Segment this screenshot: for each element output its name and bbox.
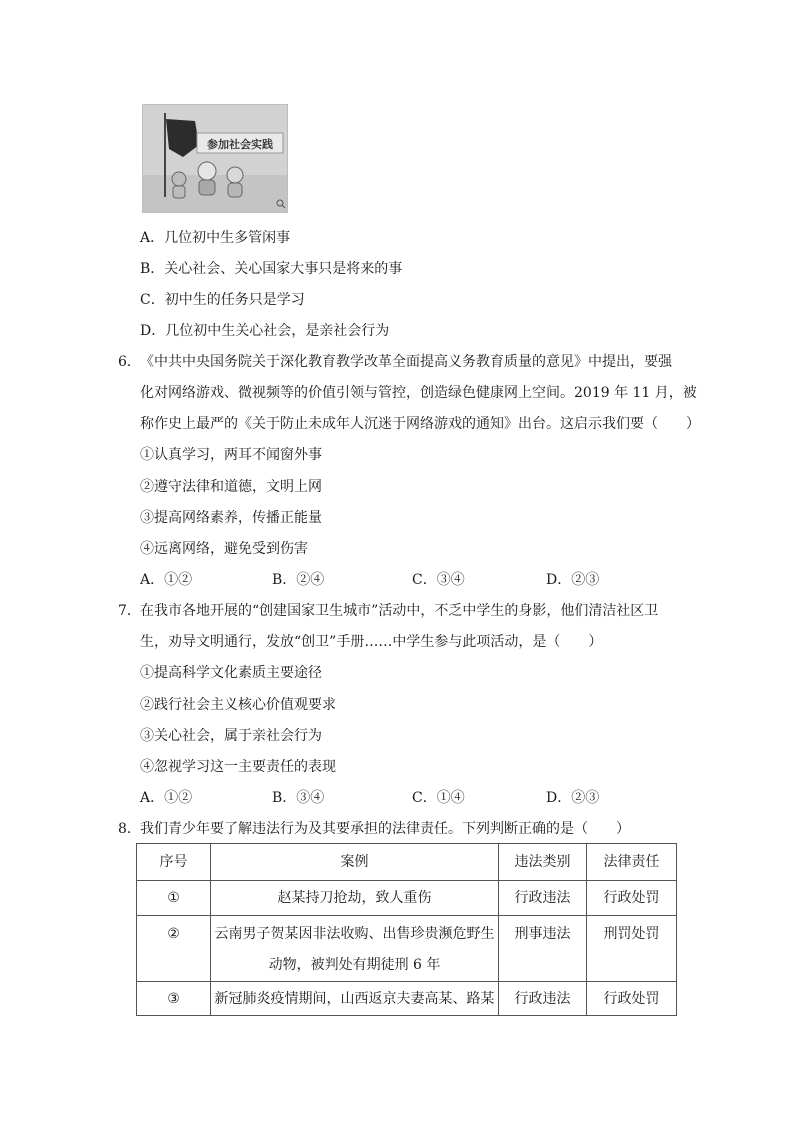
- table-row: [137, 916, 677, 982]
- row-legal-liability: 行政处罚: [587, 982, 677, 1016]
- q7-item-1: ①提高科学文化素质主要途径: [140, 665, 322, 681]
- q7-stem-line-1: 在我市各地开展的“创建国家卫生城市”活动中，不乏中学生的身影，他们清洁社区卫: [140, 603, 659, 619]
- q6-choice-d: D．②③: [546, 572, 600, 588]
- q7-choice-c: C．①④: [412, 790, 465, 806]
- table-row: [137, 881, 677, 916]
- q7-choice-a: A．①②: [140, 790, 193, 806]
- table-header-row: [137, 844, 677, 881]
- q8-stem: 我们青少年要了解违法行为及其要承担的法律责任。下列判断正确的是（ ）: [140, 821, 630, 837]
- q6-stem-line-1: 《中共中央国务院关于深化教育教学改革全面提高义务教育质量的意见》中提出，要强: [140, 354, 672, 370]
- row-case: [211, 916, 499, 982]
- row-case-line-1: 云南男子贺某因非法收购、出售珍贵濒危野生: [214, 926, 495, 942]
- q7-number: 7．: [118, 603, 141, 619]
- question-photo: [142, 104, 288, 213]
- row-legal-liability: 行政处罚: [587, 881, 677, 916]
- row-number: ①: [137, 881, 211, 916]
- banner-text: 参加社会实践: [207, 138, 273, 151]
- row-case-line-2: 动物，被判处有期徒刑 6 年: [268, 957, 441, 973]
- q5-option-b: B．关心社会、关心国家大事只是将来的事: [140, 261, 403, 277]
- q7-choice-d: D．②③: [546, 790, 600, 806]
- q8-number: 8．: [118, 821, 141, 837]
- q6-item-2: ②遵守法律和道德，文明上网: [140, 479, 322, 495]
- row-violation-type: 行政违法: [499, 881, 587, 916]
- header-legal-liability: 法律责任: [587, 844, 677, 881]
- q7-choice-b: B．③④: [272, 790, 325, 806]
- photo-illustration: [143, 105, 287, 212]
- row-legal-liability: 刑罚处罚: [587, 916, 677, 982]
- law-table: [136, 843, 677, 1016]
- row-case: 赵某持刀抢劫，致人重伤: [211, 881, 499, 916]
- q7-stem-line-2: 生，劝导文明通行，发放“创卫”手册……中学生参与此项活动，是（ ）: [140, 634, 603, 650]
- header-case: 案例: [211, 844, 499, 881]
- table-row: [137, 982, 677, 1016]
- row-number: ②: [137, 916, 211, 982]
- q7-item-2: ②践行社会主义核心价值观要求: [140, 697, 336, 713]
- row-case: 新冠肺炎疫情期间，山西返京夫妻高某、路某: [211, 982, 499, 1016]
- q6-item-1: ①认真学习，两耳不闻窗外事: [140, 447, 322, 463]
- q5-option-a: A．几位初中生多管闲事: [140, 230, 291, 246]
- row-violation-type: 刑事违法: [499, 916, 587, 982]
- q6-item-3: ③提高网络素养，传播正能量: [140, 510, 322, 526]
- header-number: 序号: [137, 844, 211, 881]
- q7-item-4: ④忽视学习这一主要责任的表现: [140, 759, 336, 775]
- q5-option-d: D．几位初中生关心社会，是亲社会行为: [140, 323, 390, 339]
- q6-stem-line-2: 化对网络游戏、微视频等的价值引领与管控，创造绿色健康网上空间。2019 年 11 月，被: [140, 385, 697, 401]
- row-violation-type: 行政违法: [499, 982, 587, 1016]
- header-violation-type: 违法类别: [499, 844, 587, 881]
- row-number: ③: [137, 982, 211, 1016]
- q6-choice-a: A．①②: [140, 572, 193, 588]
- q6-item-4: ④远离网络，避免受到伤害: [140, 541, 308, 557]
- q5-option-c: C．初中生的任务只是学习: [140, 292, 305, 308]
- q6-choice-b: B．②④: [272, 572, 325, 588]
- q6-choice-c: C．③④: [412, 572, 465, 588]
- q6-stem-line-3: 称作史上最严的《关于防止未成年人沉迷于网络游戏的通知》出台。这启示我们要（ ）: [140, 416, 700, 432]
- q7-item-3: ③关心社会，属于亲社会行为: [140, 728, 322, 744]
- q6-number: 6．: [118, 354, 141, 370]
